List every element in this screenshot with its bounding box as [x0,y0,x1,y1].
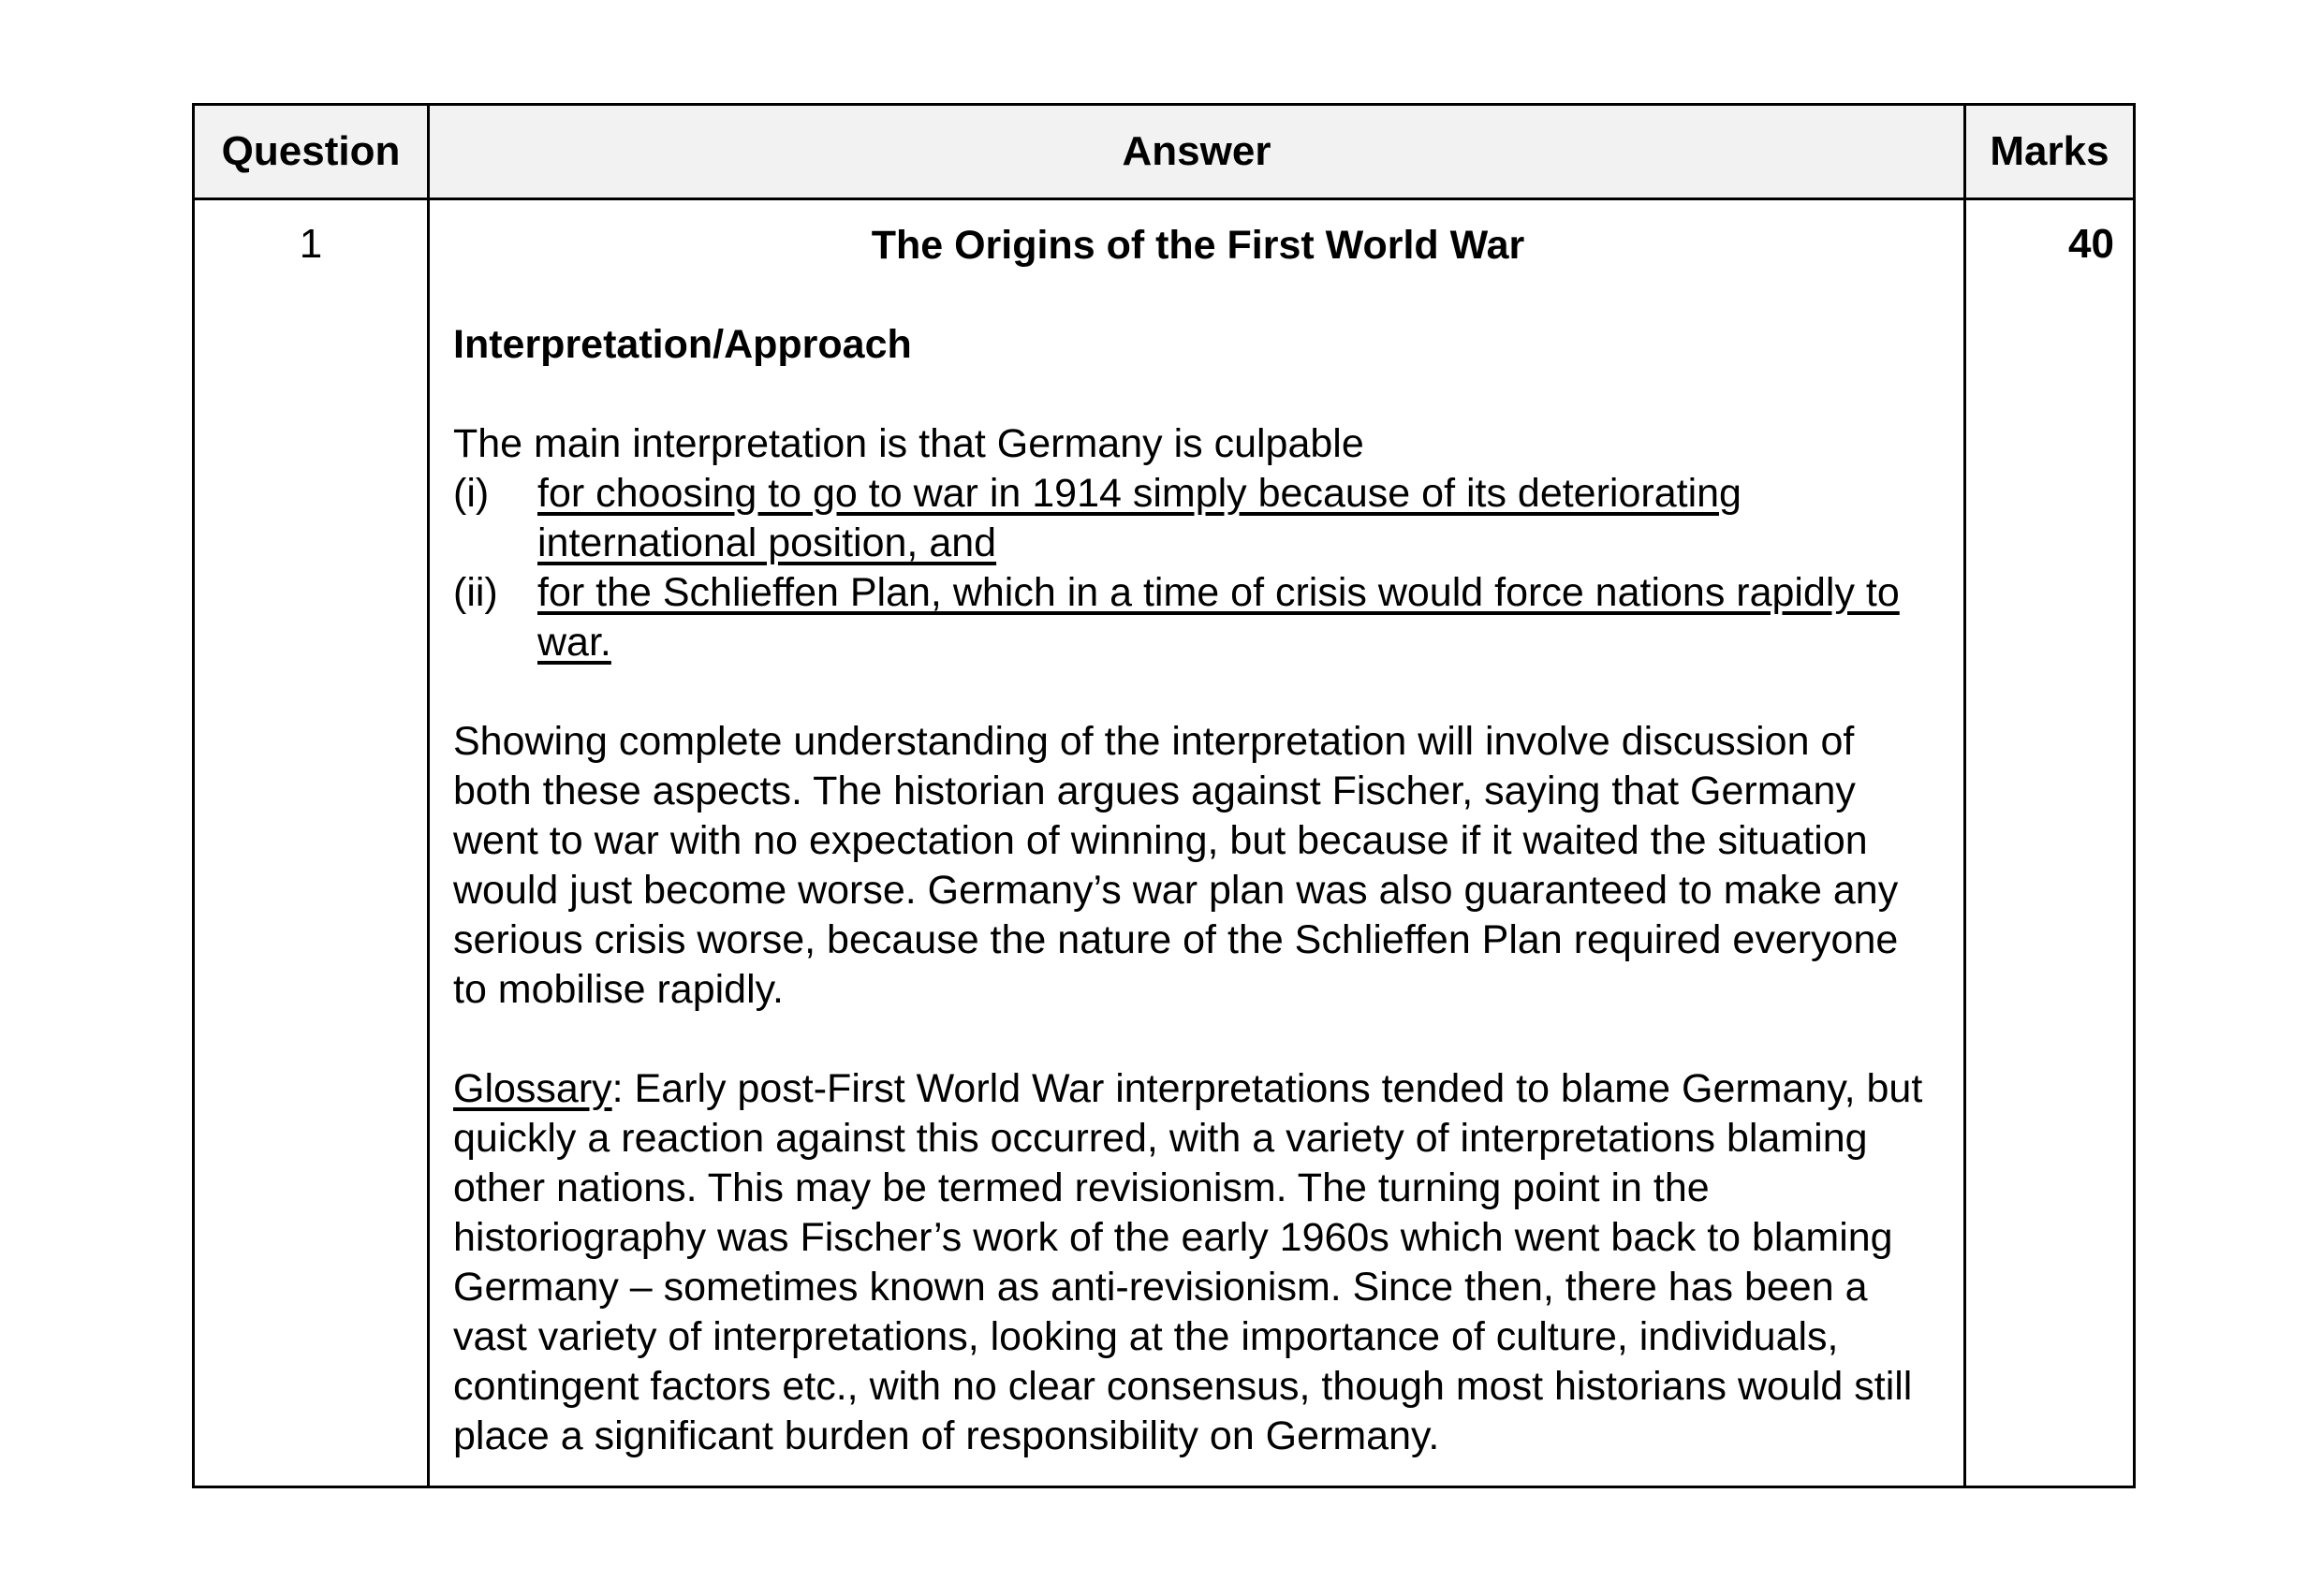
glossary-text: : Early post-First World War interpretations tended to blame Germany, but quickly a reaction against this occurred, with a variety of interpretations blaming other nations. This may be termed revisionism. The turning point in the historiography was Fischer’s work of the early 1960s which went back to blaming Germany – sometimes known as anti-revisionism. Since then, there has been a vast variety of interpretations, looking at the importance of culture, individuals, contingent factors etc., with no clear consensus, though most historians would still place a significant burden of responsibility on Germany. [453,1066,1923,1458]
list-item-number: (i) [453,471,490,516]
glossary-label: Glossary [453,1066,612,1111]
list-item-text: for the Schlieffen Plan, which in a time of crisis would force nations rapidly to war. [537,570,1900,665]
marks-value: 40 [1965,199,2135,1487]
understanding-paragraph: Showing complete understanding of the interpretation will involve discussion of both these aspects. The historian argues against Fischer, saying that Germany went to war with no expectation of winning, but because if it waited the situation would just become worse. Germany’s war plan was also guaranteed to make any serious crisis worse, because the nature of the Schlieffen Plan required everyone to mobilise rapidly. [453,719,1899,1012]
list-item [453,568,1943,667]
list-item [453,469,1943,568]
answer-header: Answer [429,105,1965,199]
answer-subheading: Interpretation/Approach [453,322,912,367]
header-row [194,105,2135,199]
answer-title: The Origins of the First World War [871,223,1525,268]
table-row [194,199,2135,1487]
interpretation-intro: The main interpretation is that Germany is culpable [453,421,1364,466]
marks-header: Marks [1965,105,2135,199]
question-number: 1 [194,199,429,1487]
mark-scheme-table [192,103,2136,1488]
list-item-text: for choosing to go to war in 1914 simply because of its deteriorating international position, and [537,471,1742,565]
answer-cell [429,199,1965,1487]
question-header: Question [194,105,429,199]
list-item-number: (ii) [453,570,498,615]
glossary-paragraph [453,1064,1943,1461]
